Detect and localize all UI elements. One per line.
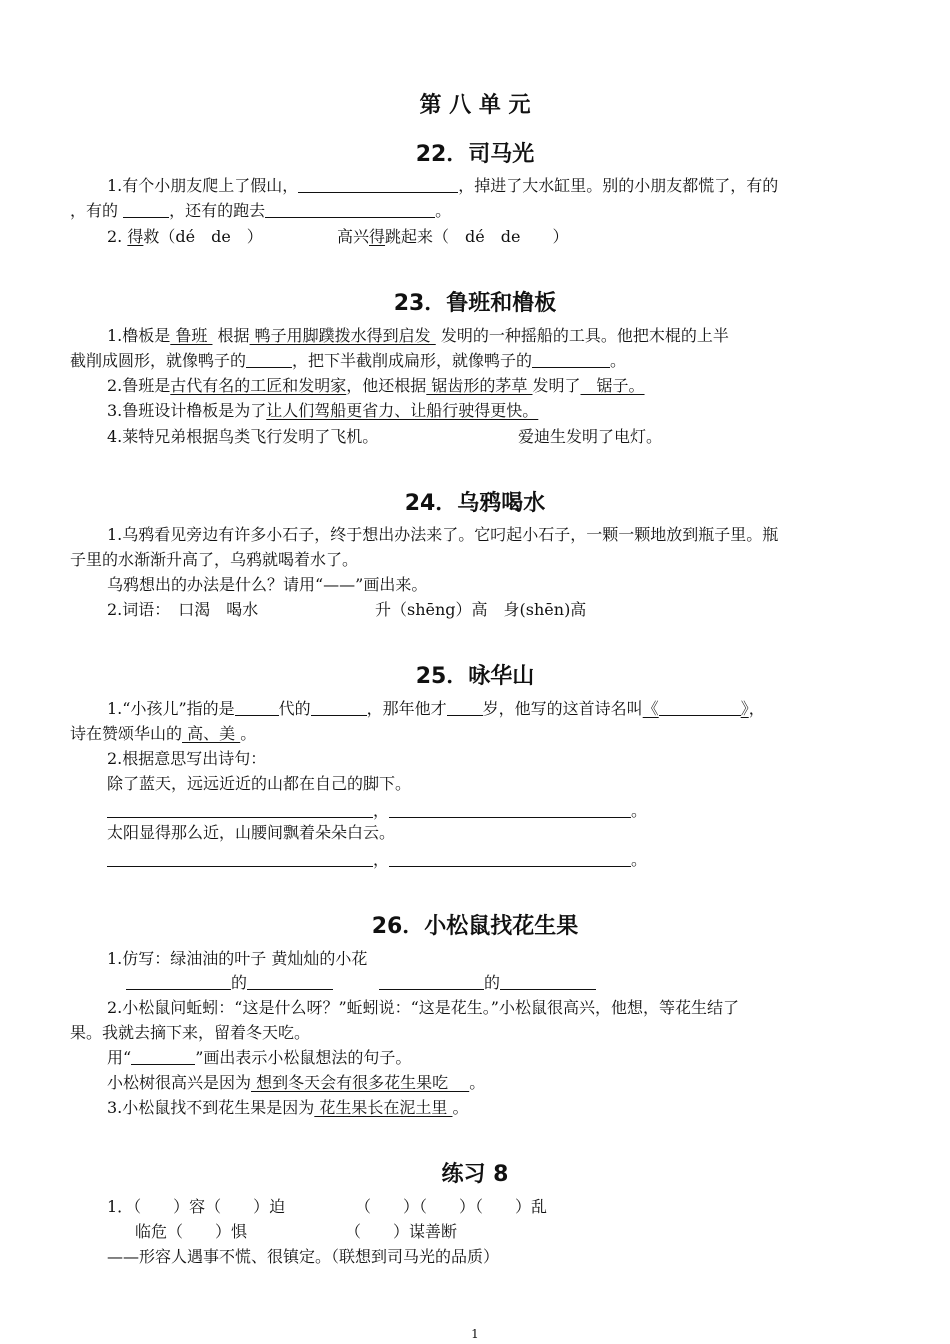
answer-blank xyxy=(298,178,458,193)
answer-blank xyxy=(311,701,367,716)
lesson-26-q3: 3.小松鼠找不到花生果是因为 花生果长在泥土里 。 xyxy=(107,1098,469,1117)
exercise-8-q1-part4: （ ）谋善断 xyxy=(345,1222,458,1241)
lesson-24-q2-part1: 2.词语： 口渴 喝水 xyxy=(107,600,259,619)
lesson-22-q1-line1: 1.有个小朋友爬上了假山， ，掉进了大水缸里。别的小朋友都慌了，有的 xyxy=(107,176,779,195)
exercise-8-q1-part2: （ ）（ ）（ ）乱 xyxy=(355,1197,548,1216)
lesson-26-q2-prompt: 用“ ”画出表示小松鼠想法的句子。 xyxy=(107,1048,412,1067)
lesson-22-q2-part2: 高兴得跳起来（ dé de ） xyxy=(337,227,569,246)
exercise-8-title: 练习 8 xyxy=(441,1162,509,1187)
lesson-24-q2-part2: 升（shēng）高 身(shēn)高 xyxy=(375,600,587,619)
lesson-26-q2-line2: 果。我就去摘下来，留着冬天吃。 xyxy=(70,1023,311,1042)
answer-blank xyxy=(389,803,631,818)
answer-blank xyxy=(123,203,169,218)
lesson-25-q2-meaning-2: 太阳显得那么近，山腰间飘着朵朵白云。 xyxy=(107,823,396,842)
answer-blank xyxy=(500,975,596,990)
lesson-23-q3: 3.鲁班设计橹板是为了让人们驾船更省力、让船行驶得更快。 xyxy=(107,401,539,420)
answer-blank xyxy=(107,803,373,818)
answer-blank xyxy=(246,353,292,368)
lesson-26-title: 26．小松鼠找花生果 xyxy=(371,914,579,939)
lesson-23-title: 23．鲁班和橹板 xyxy=(393,291,557,316)
lesson-25-q1-line1: 1.“小孩儿”指的是 代的 ，那年他才 岁，他写的这首诗名叫《 》， xyxy=(107,699,765,718)
lesson-25-title: 25．咏华山 xyxy=(415,664,535,689)
lesson-24-q1-prompt: 乌鸦想出的办法是什么？请用“——”画出来。 xyxy=(107,575,428,594)
lesson-22-q1-line2: ，有的 ，还有的跑去 。 xyxy=(70,201,452,220)
exercise-8-q1-hint: ——形容人遇事不慌、很镇定。（联想到司马光的品质） xyxy=(107,1247,500,1266)
lesson-24-q1-line2: 子里的水渐渐升高了，乌鸦就喝着水了。 xyxy=(70,550,359,569)
lesson-22-q2-part1: 2. 得救（dé de ） xyxy=(107,227,263,246)
lesson-23-q4-part2: 爱迪生发明了电灯。 xyxy=(518,427,663,446)
page-number: 1 xyxy=(471,1327,479,1341)
lesson-26-q2-line1: 2.小松鼠问蚯蚓：“这是什么呀？”蚯蚓说：“这是花生。”小松鼠很高兴，他想，等花生结了 xyxy=(107,998,739,1017)
lesson-25-q2-answer-1: ， 。 xyxy=(107,801,647,821)
exercise-8-q1-part3: 临危（ ）惧 xyxy=(135,1222,248,1241)
lesson-23-q4-part1: 4.莱特兄弟根据鸟类飞行发明了飞机。 xyxy=(107,427,379,446)
lesson-23-q2: 2.鲁班是古代有名的工匠和发明家，他还根据 锯齿形的茅草 发明了 锯子。 xyxy=(107,376,645,395)
unit-title: 第 八 单 元 xyxy=(419,93,531,118)
answer-blank xyxy=(107,852,373,867)
lesson-25-q2-prompt: 2.根据意思写出诗句： xyxy=(107,749,267,768)
answer-blank xyxy=(126,975,231,990)
exercise-8-q1-part1: 1．（ ）容（ ）迫 xyxy=(107,1197,286,1216)
lesson-26-q2-answer: 小松树很高兴是因为 想到冬天会有很多花生果吃 。 xyxy=(107,1073,486,1092)
lesson-24-title: 24．乌鸦喝水 xyxy=(404,491,546,516)
lesson-25-q1-line2: 诗在赞颂华山的 高、美 。 xyxy=(70,724,257,743)
answer-blank xyxy=(265,203,435,218)
answer-blank xyxy=(532,353,610,368)
lesson-26-q1-blanks: 的 的 xyxy=(126,973,596,993)
lesson-25-q2-meaning-1: 除了蓝天，远远近近的山都在自己的脚下。 xyxy=(107,774,412,793)
lesson-22-title: 22．司马光 xyxy=(415,142,535,167)
answer-blank xyxy=(659,701,741,716)
answer-blank xyxy=(447,701,483,716)
lesson-24-q1-line1: 1.乌鸦看见旁边有许多小石子，终于想出办法来了。它叼起小石子，一颗一颗地放到瓶子里。瓶 xyxy=(107,525,779,544)
lesson-25-q2-answer-2: ， 。 xyxy=(107,850,647,870)
lesson-23-q1-line2: 截削成圆形，就像鸭子的 ，把下半截削成扁形，就像鸭子的 。 xyxy=(70,351,627,370)
answer-blank xyxy=(235,701,279,716)
lesson-23-q1-line1: 1.橹板是 鲁班 根据 鸭子用脚蹼拨水得到启发 发明的一种摇船的工具。他把木棍的上半 xyxy=(107,326,729,345)
answer-blank xyxy=(131,1050,195,1065)
answer-blank xyxy=(247,975,333,990)
lesson-26-q1-prompt: 1.仿写：绿油油的叶子 黄灿灿的小花 xyxy=(107,949,368,968)
answer-blank xyxy=(389,852,631,867)
answer-blank xyxy=(379,975,484,990)
